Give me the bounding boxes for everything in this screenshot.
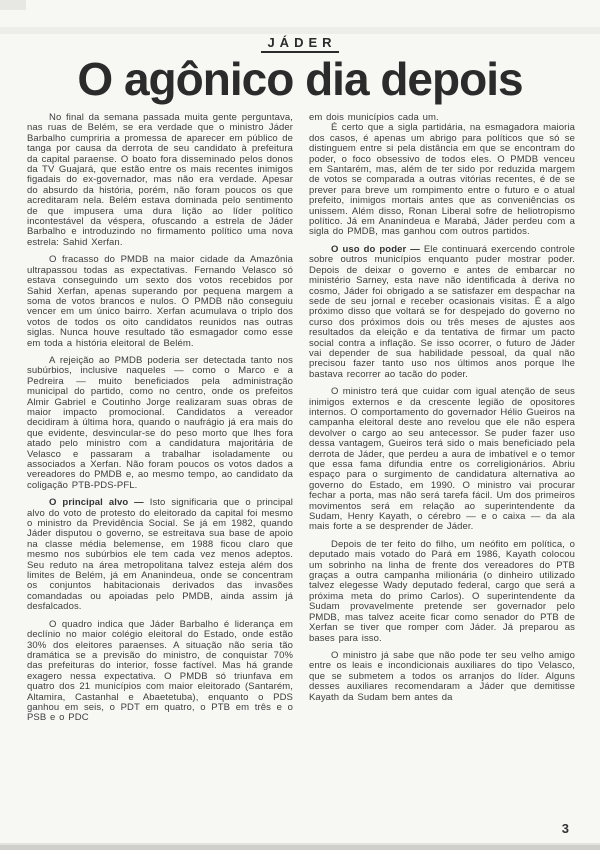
article-paragraph: O uso do poder — Ele continuará exercendo controle sobre outros municípios enquanto puder mostrar poder. Depois de deixar o governo e antes de embarcar no ministério Sarney, esta nave não identificada à deriva no cosmo, Jáder foi obrigado a se satisfazer em despachar na sede de seu jornal e receber ocasionais visitas. É a algo próximo disso que voltará se for despejado do governo no curso dos próximos dois ou três meses de ajustes aos resultados da eleição e da tentativa de firmar um pacto social contra a inflação. Se isso ocorrer, o futuro de Jáder vai depender de sua habilidade pessoal, da qual não precisou fazer tanto uso nos últimos anos porque lhe bastava recorrer ao tacão do poder. xyxy=(309,243,575,380)
headline: O agônico dia depois xyxy=(77,53,523,105)
article-paragraph: em dois municípios cada um. xyxy=(309,112,439,123)
page-number: 3 xyxy=(561,821,569,836)
right-column xyxy=(309,113,575,724)
article-paragraph: O ministro já sabe que não pode ter seu velho amigo entre os leais e incondicionais auxiliares do tipo Velasco, que se submetem a todos os arranjos do líder. Alguns desses auxiliares recomendaram a Jáder que demitisse Kayath da Sudam bem antes da xyxy=(309,649,575,703)
scan-artifact-topleft xyxy=(0,0,26,10)
article-paragraph: É certo que a sigla partidária, na esmagadora maioria dos casos, é apenas um abrigo para políticos que só se distinguem entre si pela distância em que se encontram do poder, o foco obsessivo de todos eles. O PMDB venceu em Santarém, mas, além de ter sido por reduzida margem de votos se comparada a outras vitórias recentes, é de se prever para breve um rompimento entre o futuro e o atual prefeito, inimigos mortais antes que as conveniências os unissem. Além disso, Ronan Liberal sofre de heliotropismo político. Já em Ananindeua e Marabá, Jáder perdeu com a sigla do PMDB, mas ganhou com outros partidos. xyxy=(309,122,575,238)
article-header xyxy=(0,0,600,103)
paragraph-lead: O uso do poder — xyxy=(331,243,424,255)
article-paragraph: O ministro terá que cuidar com igual atenção de seus inimigos externos e da crescente legião de opositores internos. O comportamento do governador Hélio Gueiros na campanha eleitoral deste ano revelou que ele não espera devolver o cargo ao seu antecessor. Se puder fazer uso dessa vantagem, Gueiros terá sido o mais beneficiado pela derrota de Jáder, que perdeu a aura de imbatível e o temor que essa fama difundia entre os correligionários. Abriu espaço para o surgimento de candidatura alternativa ao governo do Estado, em 1990. O ministro vai procurar fechar a porta, mas não será tarefa fácil. Um dos primeiros movimentos será em relação ao superintendente da Sudam, Henry Kayath, o cérebro — e o caixa — da ala mais forte a se desprender de Jáder. xyxy=(309,386,575,533)
article-paragraph: A rejeição ao PMDB poderia ser detectada tanto nos subúrbios, inclusive naqueles — como o Marco e a Pedreira — muito beneficiados pela administração municipal do partido, como no centro, onde os prefeitos Almir Gabriel e Coutinho Jorge realizaram suas obras de maior impacto promocional. Candidatos a vereador decidiram à última hora, quando o naufrágio já era mais do que evidente, desvincular-se do peso morto que lhes fora atado pelo ministro com a candidatura majoritária de Velasco e passaram a trabalhar isoladamente ou associados a Xerfan. Não foram poucos os votos dados a vereadores do PMDB e, ao mesmo tempo, ao candidato da coligação PTB-PDS-PFL. xyxy=(27,354,293,491)
article-paragraph: O fracasso do PMDB na maior cidade da Amazônia ultrapassou todas as expectativas. Fernando Velasco só estava conseguindo um sexto dos votos recebidos por Sahid Xerfan, apenas superando por pequena margem a soma de votos brancos e nulos. O PMDB não conseguiu vencer em um único bairro. Xerfan acumulava o triplo dos votos de todos os oito candidatos reunidos nas outras siglas. Nunca houve resultado tão esmagador como esse em toda a história eleitoral de Belém. xyxy=(27,254,293,349)
article-paragraph: O quadro indica que Jáder Barbalho é liderança em declínio no maior colégio eleitoral do Estado, onde estão 30% dos eleitores paraenses. A situação não seria tão dramática se a previsão do ministro, de conquistar 70% das prefeituras do interior, fosse factível. Mas há grande exagero nessa expectativa. O PMDB só triunfava em quatro dos 21 municípios com maior eleitorado (Santarém, Altamira, Castanhal e Abaetetuba), enquanto o PDS ganhou em seis, o PDT em quatro, o PTB em três e o PSB e o PDC xyxy=(27,618,293,724)
article-paragraph: No final da semana passada muita gente perguntava, nas ruas de Belém, se era verdade que o ministro Jáder Barbalho cumpriria a promessa de aparecer em público de tanga por causa da derrota de seu candidato à prefeitura da capital paraense. O boato fora disseminado pelos donos da TV Guajará, que estão entre os mais recentes inimigos figadais do ex-governador, mas não era verdade. Apesar do absurdo da história, porém, não foram poucos os que acreditaram nela. Belém estava dominada pelo sentimento de que impusera uma dura lição ao líder político incontestável da véspera, ofuscando a estrela de Jáder Barbalho e introduzindo no firmamento político uma nova estrela: Sahid Xerfan. xyxy=(27,112,293,248)
left-column xyxy=(27,113,293,724)
article-paragraph: Depois de ter feito do filho, um neófito em política, o deputado mais votado do Pará em 1986, Kayath colocou um sobrinho na linha de frente dos vereadores do PTB graças a outra campanha milionária (o dinheiro utilizado talvez elegesse Wady deputado federal, cargo que será a próxima meta do primo Carlos). O superintendente da Sudam provavelmente pretende ser governador pelo PMDB, mas talvez aceite ficar como senador do PTB de Xerfan se tiver que romper com Jáder. Já preparou as bases para isso. xyxy=(309,538,575,644)
article-paragraph: O principal alvo — Isto significaria que o principal alvo do voto de protesto do eleitorado da capital foi mesmo o ministro da Previdência Social. Se já em 1982, quando Jáder disputou o governo, se estreitava sua base de apoio na classe média belemense, em 1988 ficou claro que mesmo nos subúrbios ele tem cada vez menos adeptos. Seu reduto na área metropolitana talvez esteja além dos limites de Belém, já em Ananindeua, onde se concentram os conjuntos habitacionais derivados das invasões comandadas ou apoiadas pelo PMDB, ainda assim já desfalcados. xyxy=(27,497,294,613)
paragraph-lead: O principal alvo — xyxy=(49,497,150,509)
article-body xyxy=(0,103,600,724)
scan-artifact-top-band xyxy=(0,27,600,34)
kicker: JÁDER xyxy=(261,36,338,53)
scan-artifact-bottom-band xyxy=(0,845,600,850)
